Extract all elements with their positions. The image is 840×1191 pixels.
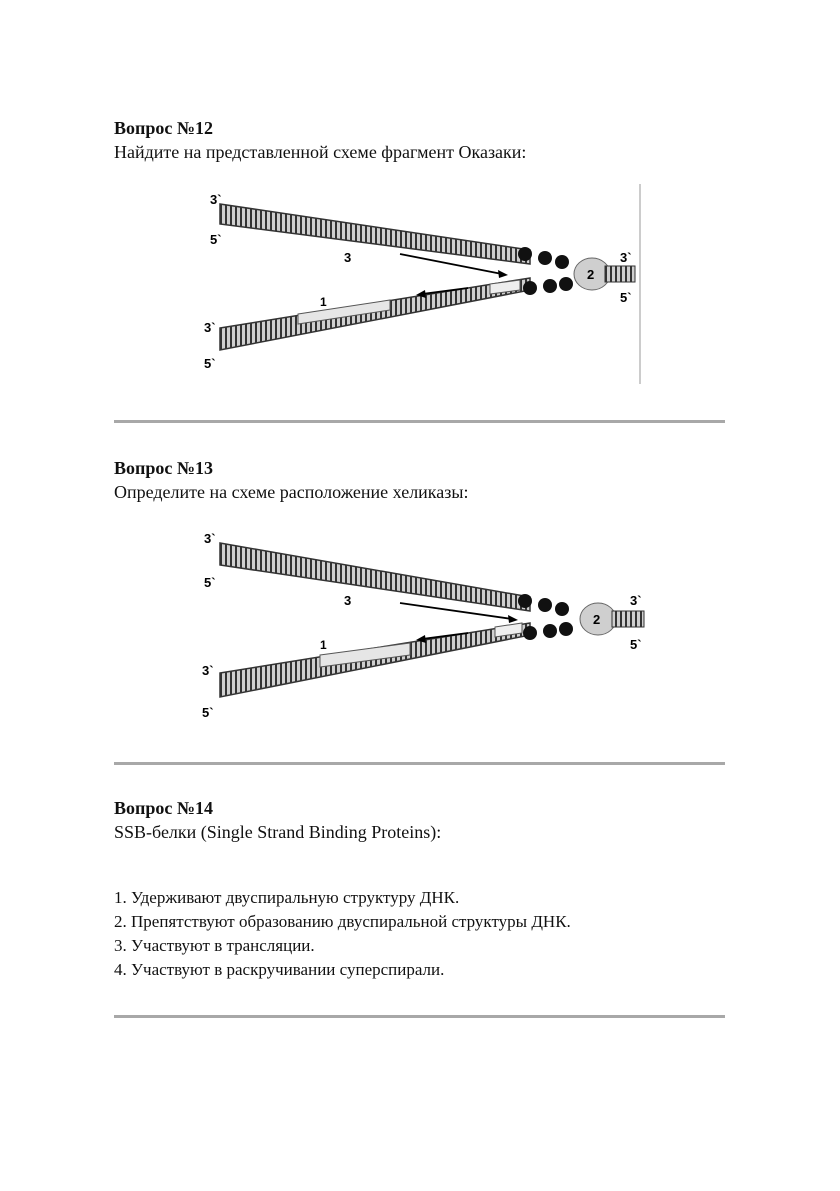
answer-option-4[interactable]: 4. Участвуют в раскручивании суперспирали. — [114, 960, 445, 979]
label-top-3: 3` — [204, 531, 216, 546]
label-top-5: 5` — [210, 232, 222, 247]
label-bottom-5: 5` — [204, 356, 216, 371]
ssb-proteins[interactable] — [518, 594, 573, 640]
upper-strand — [220, 543, 530, 611]
label-1: 1 — [320, 638, 327, 652]
divider — [114, 762, 725, 765]
question-12-title: Вопрос №12 — [114, 118, 213, 138]
lower-strand — [220, 278, 530, 350]
label-bottom-5: 5` — [202, 705, 214, 720]
answer-option-3[interactable]: 3. Участвуют в трансляции. — [114, 936, 315, 955]
label-right-3: 3` — [620, 250, 632, 265]
answer-option-1[interactable]: 1. Удерживают двуспиральную структуру ДНК. — [114, 888, 460, 907]
answer-option-2[interactable]: 2. Препятствуют образованию двуспиральной структуры ДНК. — [114, 912, 571, 931]
question-13-text: Определите на схеме расположение хеликазы: — [114, 482, 469, 502]
question-12-text: Найдите на представленной схеме фрагмент Оказаки: — [114, 142, 527, 162]
label-bottom-3: 3` — [202, 663, 214, 678]
label-2: 2 — [587, 267, 595, 282]
question-13-title: Вопрос №13 — [114, 458, 213, 478]
label-right-5: 5` — [620, 290, 632, 305]
upper-strand — [220, 204, 530, 264]
divider — [114, 420, 725, 423]
label-3: 3 — [344, 250, 352, 265]
ssb-proteins[interactable] — [518, 247, 573, 295]
label-2: 2 — [593, 612, 601, 627]
divider — [114, 1015, 725, 1018]
question-14-title: Вопрос №14 — [114, 798, 213, 818]
label-right-5: 5` — [630, 637, 642, 652]
label-bottom-3: 3` — [204, 320, 216, 335]
replication-fork-diagram-q12[interactable] — [200, 180, 650, 390]
label-top-3: 3` — [210, 192, 222, 207]
label-1: 1 — [320, 295, 327, 309]
label-3: 3 — [344, 593, 352, 608]
replication-fork-diagram-q13[interactable] — [200, 525, 650, 725]
label-top-5: 5` — [204, 575, 216, 590]
question-14-text: SSB-белки (Single Strand Binding Proteins): — [114, 822, 442, 842]
answer-options — [114, 886, 571, 982]
label-right-3: 3` — [630, 593, 642, 608]
